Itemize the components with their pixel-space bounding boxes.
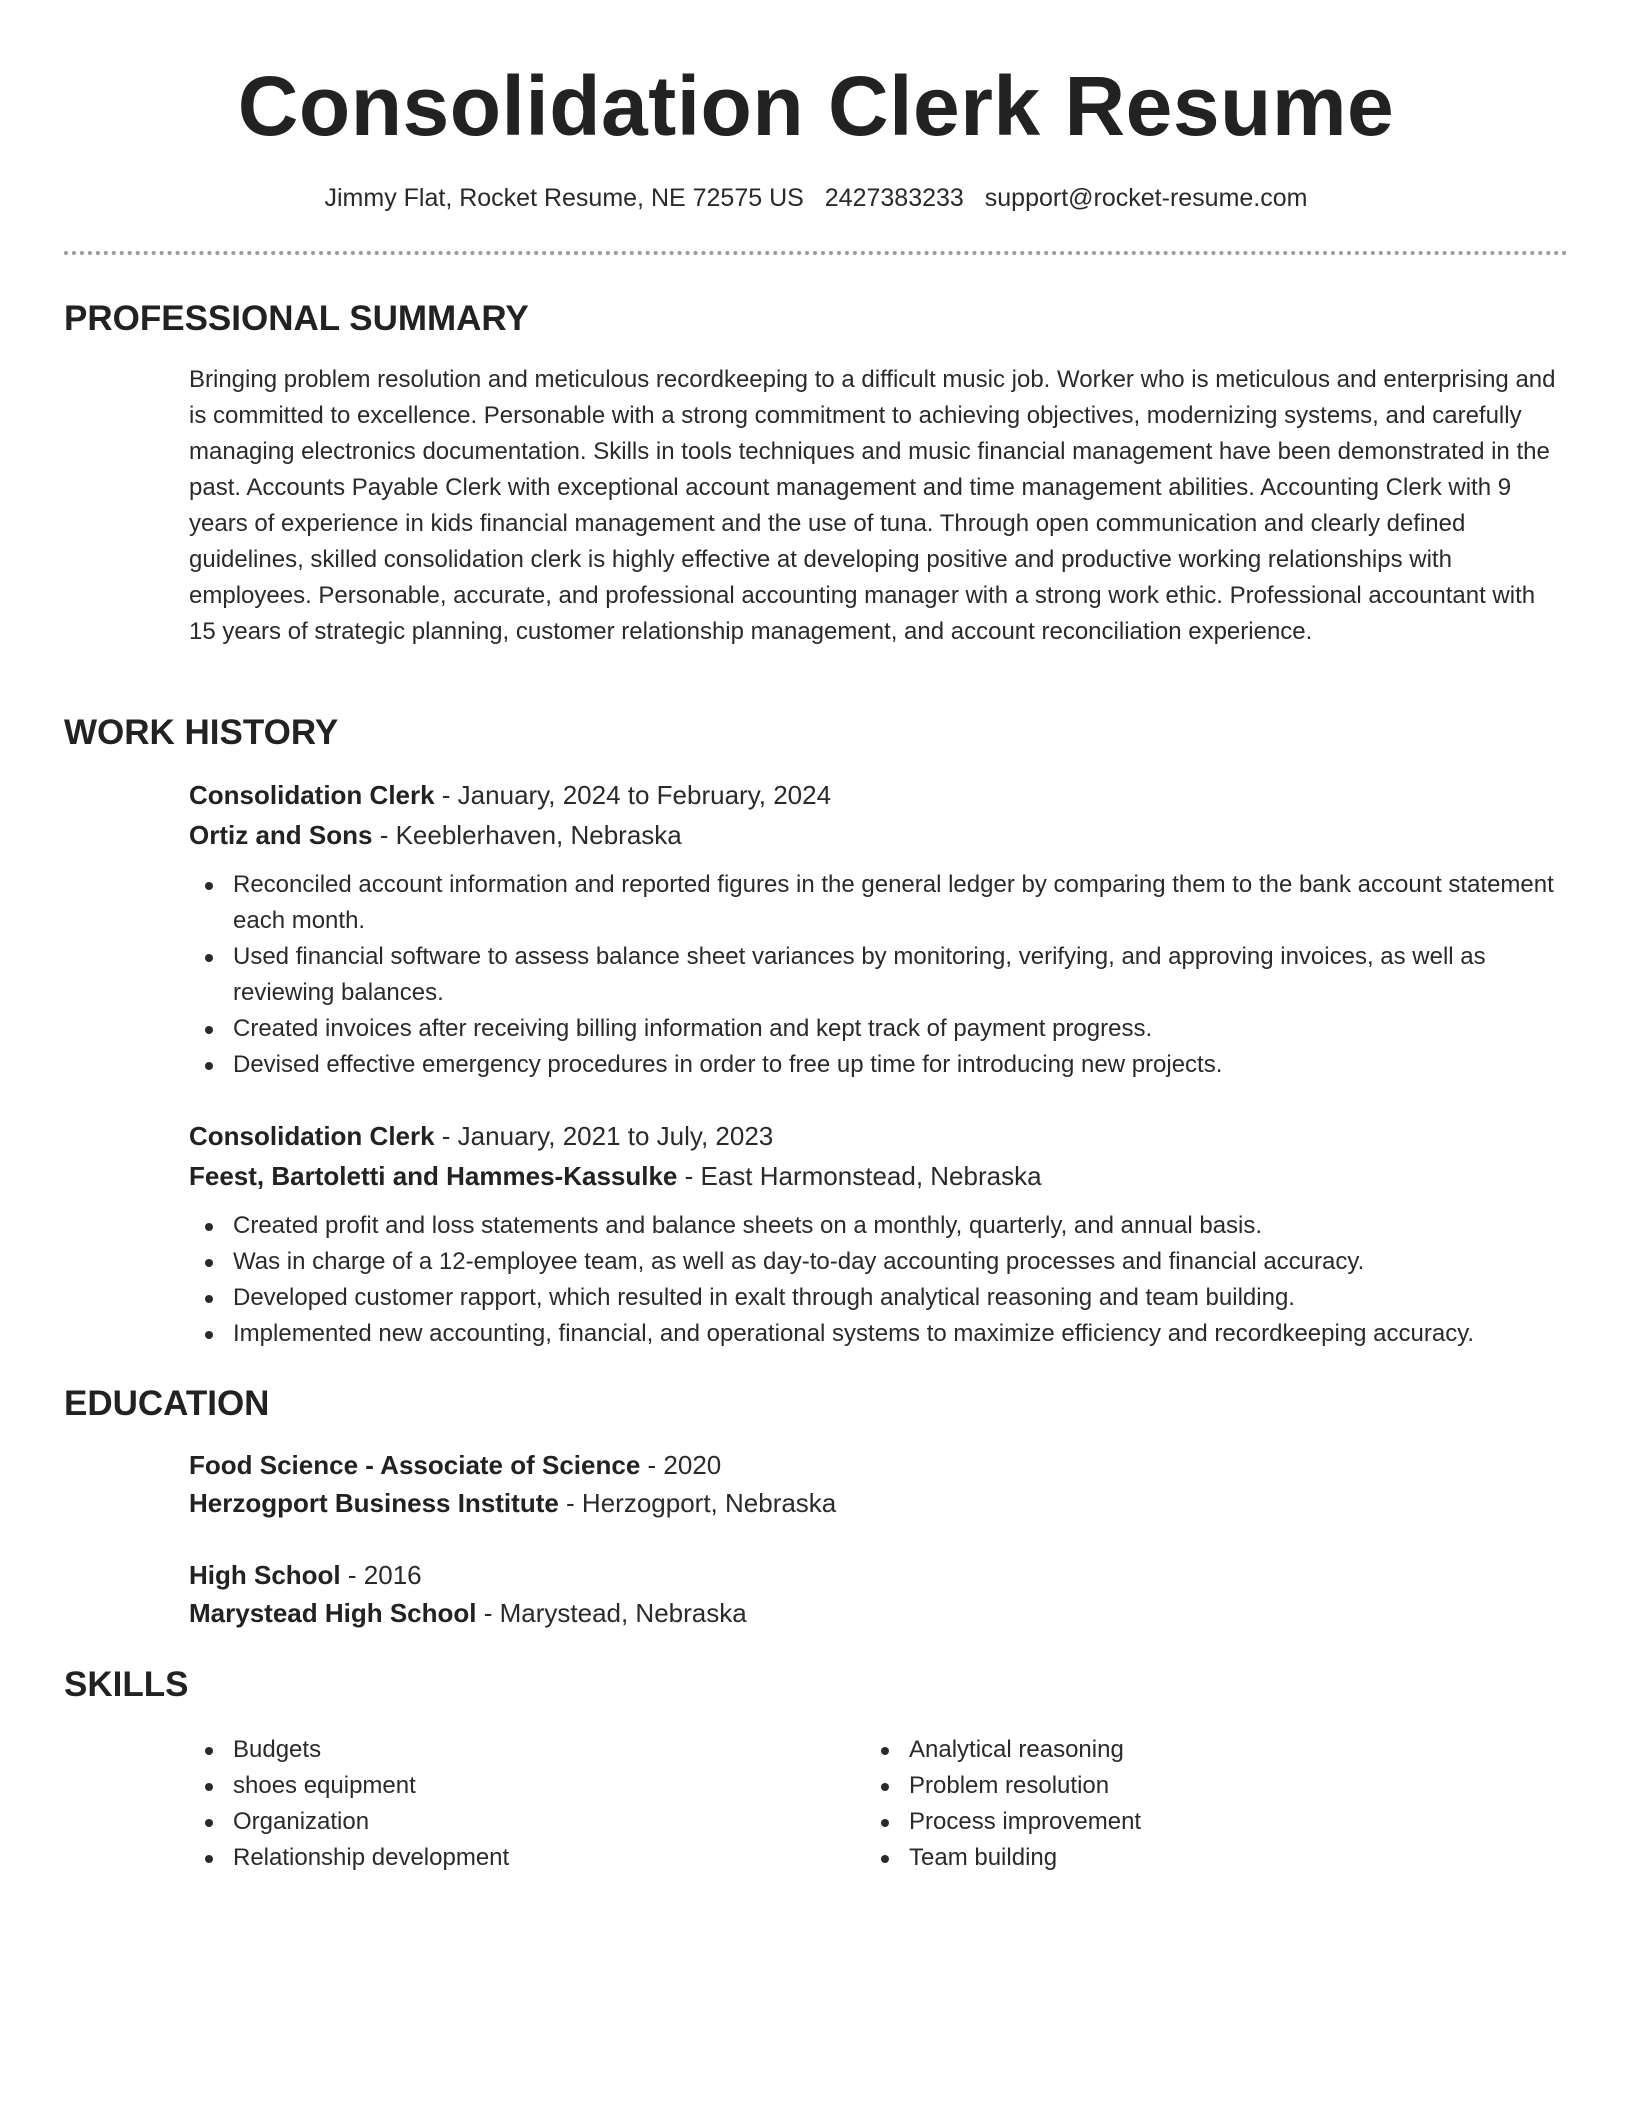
degree-year: - 2016: [340, 1560, 422, 1590]
school-location: - Herzogport, Nebraska: [558, 1488, 837, 1518]
skill-item: Process improvement: [865, 1804, 1465, 1840]
job-duty: Created invoices after receiving billing information and kept track of payment progress.: [189, 1011, 1559, 1047]
education-heading: EDUCATION: [64, 1384, 270, 1423]
job-company-line: [189, 815, 1559, 855]
job-duty: Created profit and loss statements and balance sheets on a monthly, quarterly, and annual basis.: [189, 1208, 1559, 1244]
header-divider: [64, 251, 1568, 255]
school-name: Marystead High School: [189, 1598, 477, 1628]
summary-heading: PROFESSIONAL SUMMARY: [64, 299, 529, 338]
resume-title: Consolidation Clerk Resume: [237, 59, 1395, 153]
work-history-heading: WORK HISTORY: [64, 713, 339, 752]
job-dates: - January, 2024 to February, 2024: [434, 780, 832, 810]
contact-phone: 2427383233: [824, 184, 964, 212]
job-entry: [189, 775, 1559, 1083]
degree-line: [189, 1556, 1559, 1594]
job-duty: Devised effective emergency procedures in order to free up time for introducing new projects.: [189, 1047, 1559, 1083]
skill-item: Problem resolution: [865, 1768, 1465, 1804]
job-title-line: [189, 1116, 1559, 1156]
school-location: - Marystead, Nebraska: [476, 1598, 747, 1628]
contact-line: [0, 180, 1632, 216]
job-company: Ortiz and Sons: [189, 820, 373, 850]
skill-item: shoes equipment: [189, 1768, 789, 1804]
skill-item: Organization: [189, 1804, 789, 1840]
degree-name: Food Science - Associate of Science: [189, 1450, 641, 1480]
skill-item: Budgets: [189, 1732, 789, 1768]
job-company: Feest, Bartoletti and Hammes-Kassulke: [189, 1161, 678, 1191]
skill-item: Analytical reasoning: [865, 1732, 1465, 1768]
job-location: - Keeblerhaven, Nebraska: [372, 820, 682, 850]
job-location: - East Harmonstead, Nebraska: [677, 1161, 1042, 1191]
job-title: Consolidation Clerk: [189, 780, 435, 810]
job-title: Consolidation Clerk: [189, 1121, 435, 1151]
skills-list-right: [865, 1732, 1465, 1876]
education-entry: [189, 1556, 1559, 1632]
summary-text: Bringing problem resolution and meticulous recordkeeping to a difficult music job. Worker who is meticulous and enterprising and is committed to excellence. Personable with a strong commitment to achieving objectives, modernizing systems, and carefully managing electronics documentation. Skills in tools techniques and music financial management have been demonstrated in the past. Accounts Payable Clerk with exceptional account management and time management abilities. Accounting Clerk with 9 years of experience in kids financial management and the use of tuna. Through open communication and clearly defined guidelines, skilled consolidation clerk is highly effective at developing positive and productive working relationships with employees. Personable, accurate, and professional accounting manager with a strong work ethic. Professional accountant with 15 years of strategic planning, customer relationship management, and account reconciliation experience.: [189, 366, 1556, 645]
school-name: Herzogport Business Institute: [189, 1488, 559, 1518]
job-title-line: [189, 775, 1559, 815]
job-entry: [189, 1116, 1559, 1352]
skills-list-left: [189, 1732, 789, 1876]
skill-item: Team building: [865, 1840, 1465, 1876]
job-duty: Used financial software to assess balance sheet variances by monitoring, verifying, and approving invoices, as well as reviewing balances.: [189, 939, 1559, 1011]
skill-item: Relationship development: [189, 1840, 789, 1876]
job-duties-list: [189, 867, 1559, 1083]
degree-year: - 2020: [640, 1450, 722, 1480]
job-duties-list: [189, 1208, 1559, 1352]
degree-name: High School: [189, 1560, 341, 1590]
job-dates: - January, 2021 to July, 2023: [434, 1121, 774, 1151]
contact-address: Jimmy Flat, Rocket Resume, NE 72575 US: [324, 184, 804, 212]
job-duty: Was in charge of a 12-employee team, as well as day-to-day accounting processes and financial accuracy.: [189, 1244, 1559, 1280]
education-entry: [189, 1446, 1559, 1522]
job-duty: Developed customer rapport, which resulted in exalt through analytical reasoning and team building.: [189, 1280, 1559, 1316]
job-company-line: [189, 1156, 1559, 1196]
school-line: [189, 1594, 1559, 1632]
degree-line: [189, 1446, 1559, 1484]
skills-heading: SKILLS: [64, 1665, 189, 1704]
job-duty: Reconciled account information and reported figures in the general ledger by comparing them to the bank account statement each month.: [189, 867, 1559, 939]
job-duty: Implemented new accounting, financial, and operational systems to maximize efficiency and recordkeeping accuracy.: [189, 1316, 1559, 1352]
contact-email: support@rocket-resume.com: [984, 184, 1308, 212]
school-line: [189, 1484, 1559, 1522]
